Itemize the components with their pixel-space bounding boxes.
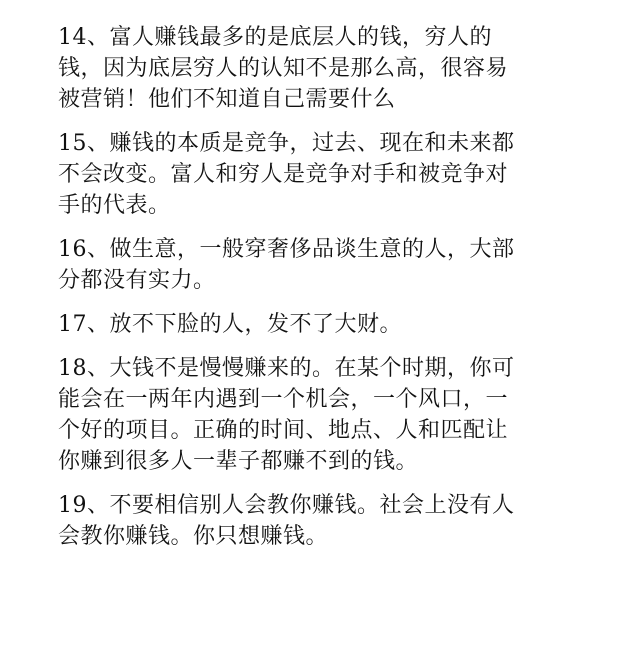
text-line: 被营销！他们不知道自己需要什么 <box>58 87 396 112</box>
text-line: 你赚到很多人一辈子都赚不到的钱。 <box>58 449 419 474</box>
text-line: 不会改变。富人和穷人是竞争对手和被竞争对 <box>58 162 509 187</box>
text-line: 17、放不下脸的人，发不了大财。 <box>58 312 402 337</box>
text-line: 手的代表。 <box>58 193 171 218</box>
paragraph-19 <box>58 490 580 552</box>
paragraph-16 <box>58 234 580 296</box>
text-line: 能会在一两年内遇到一个机会，一个风口，一 <box>58 387 509 412</box>
document-page <box>58 22 580 565</box>
paragraph-15 <box>58 128 580 221</box>
paragraph-18 <box>58 353 580 477</box>
paragraph-17 <box>58 309 580 340</box>
text-line: 钱，因为底层穷人的认知不是那么高，很容易 <box>58 56 509 81</box>
text-line: 分都没有实力。 <box>58 268 216 293</box>
text-line: 16、做生意，一般穿奢侈品谈生意的人，大部 <box>58 237 515 262</box>
text-line: 18、大钱不是慢慢赚来的。在某个时期，你可 <box>58 356 515 381</box>
text-line: 15、赚钱的本质是竞争，过去、现在和未来都 <box>58 131 515 156</box>
paragraph-14 <box>58 22 580 115</box>
text-line: 会教你赚钱。你只想赚钱。 <box>58 524 329 549</box>
text-line: 个好的项目。正确的时间、地点、人和匹配让 <box>58 418 509 443</box>
text-line: 14、富人赚钱最多的是底层人的钱，穷人的 <box>58 25 492 50</box>
text-line: 19、不要相信别人会教你赚钱。社会上没有人 <box>58 493 515 518</box>
